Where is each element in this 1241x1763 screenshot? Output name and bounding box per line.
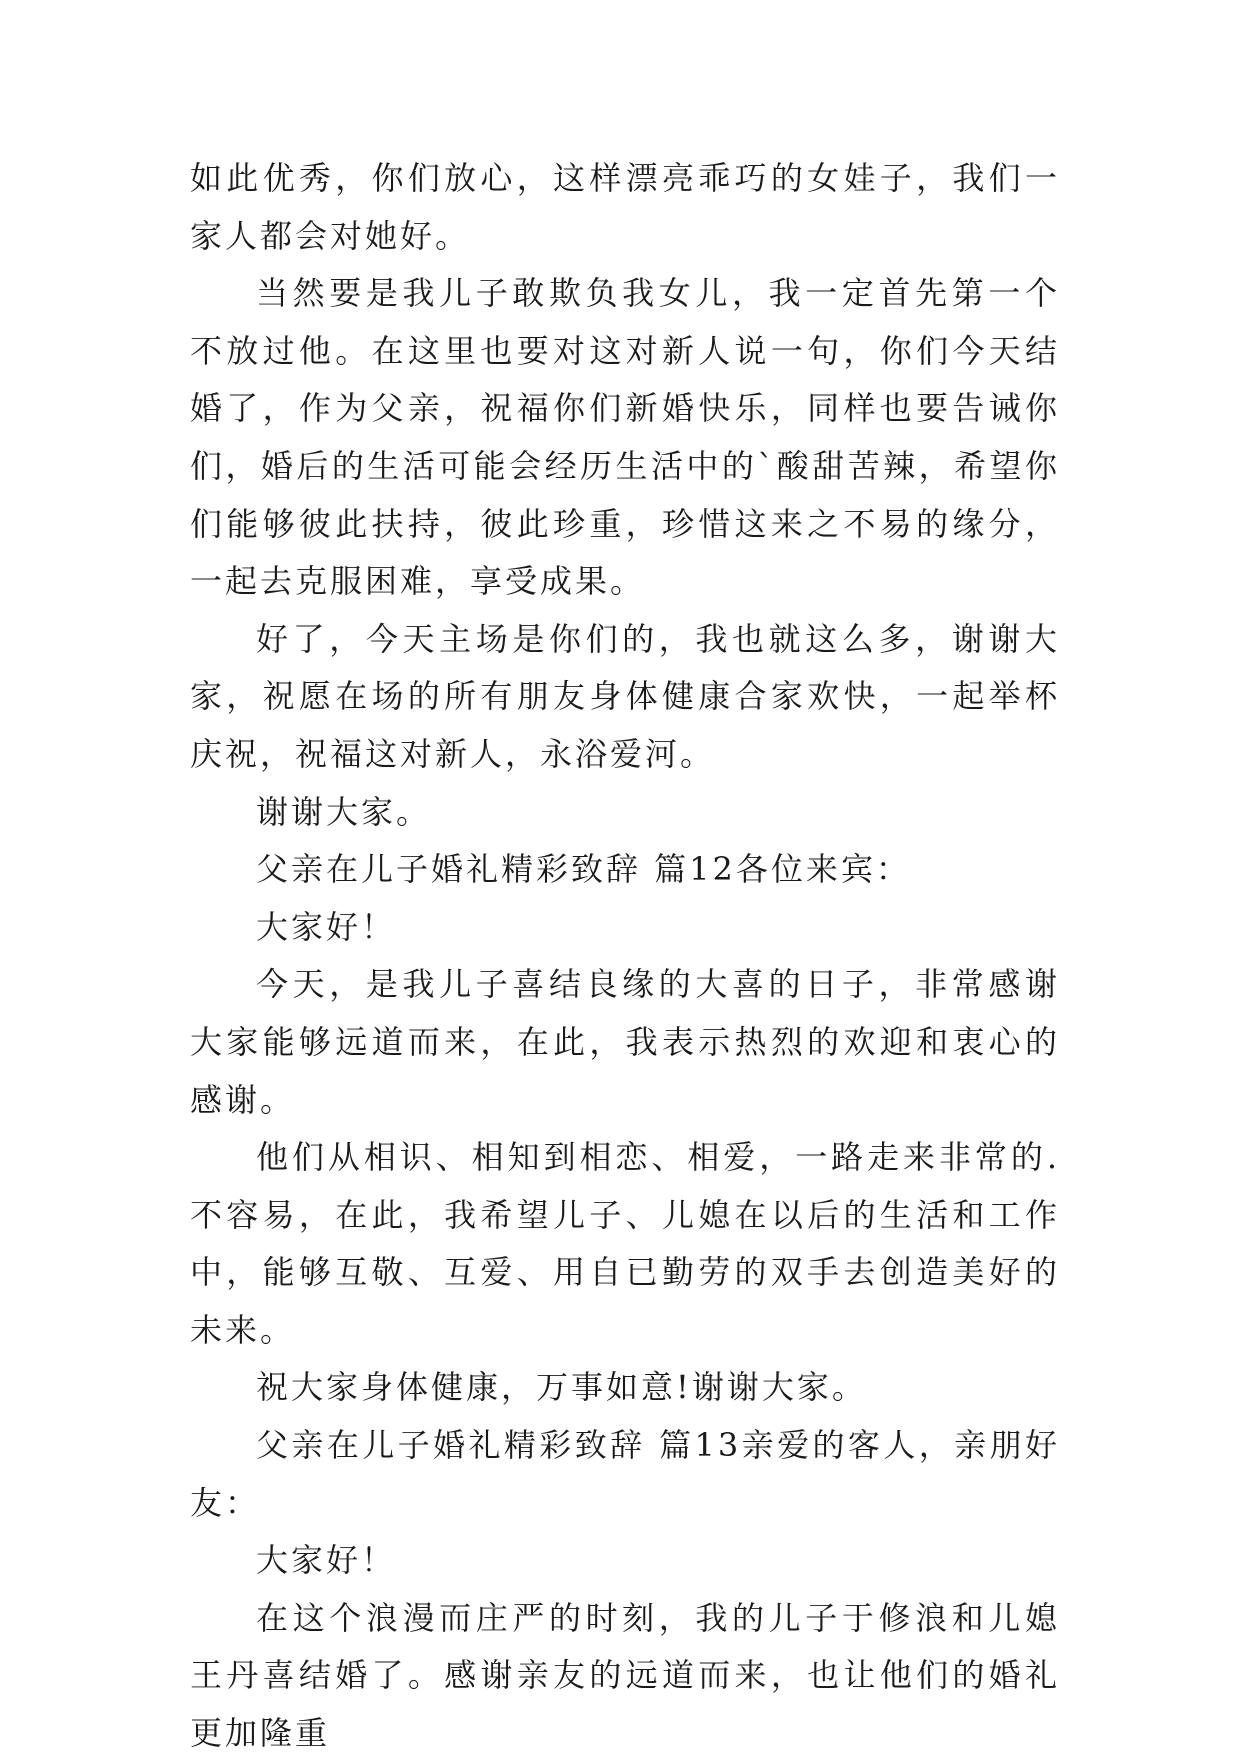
paragraph: 好了，今天主场是你们的，我也就这么多，谢谢大家，祝愿在场的所有朋友身体健康合家欢快，一起举杯庆祝，祝福这对新人，永浴爱河。 [190,619,1060,773]
paragraph: 在这个浪漫而庄严的时刻，我的儿子于修浪和儿媳王丹喜结婚了。感谢亲友的远道而来，也让他们的婚礼更加隆重 [190,1598,1060,1753]
document-body [190,150,1060,1763]
section-heading: 父亲在儿子婚礼精彩致辞 篇13亲爱的客人，亲朋好友： [190,1426,1060,1522]
greeting: 大家好！ [256,907,397,946]
greeting: 大家好！ [256,1541,397,1580]
paragraph: 谢谢大家。 [256,792,432,831]
paragraph: 如此优秀，你们放心，这样漂亮乖巧的女娃子，我们一家人都会对她好。 [190,159,1060,255]
paragraph: 今天，是我儿子喜结良缘的大喜的日子，非常感谢大家能够远道而来，在此，我表示热烈的欢迎和衷心的感谢。 [190,965,1060,1119]
paragraph: 祝大家身体健康，万事如意!谢谢大家。 [256,1368,867,1407]
paragraph: 当然要是我儿子敢欺负我女儿，我一定首先第一个不放过他。在这里也要对这对新人说一句，你们今天结婚了，作为父亲，祝福你们新婚快乐，同样也要告诫你们，婚后的生活可能会经历生活中的`酸甜苦辣，希望你们能够彼此扶持，彼此珍重，珍惜这来之不易的缘分，一起去克服困难，享受成果。 [190,274,1060,601]
paragraph: 他们从相识、相知到相恋、相爱，一路走来非常的.不容易，在此，我希望儿子、儿媳在以后的生活和工作中，能够互敬、互爱、用自已勤劳的双手去创造美好的未来。 [190,1138,1060,1349]
section-heading: 父亲在儿子婚礼精彩致辞 篇12各位来宾： [256,850,911,889]
